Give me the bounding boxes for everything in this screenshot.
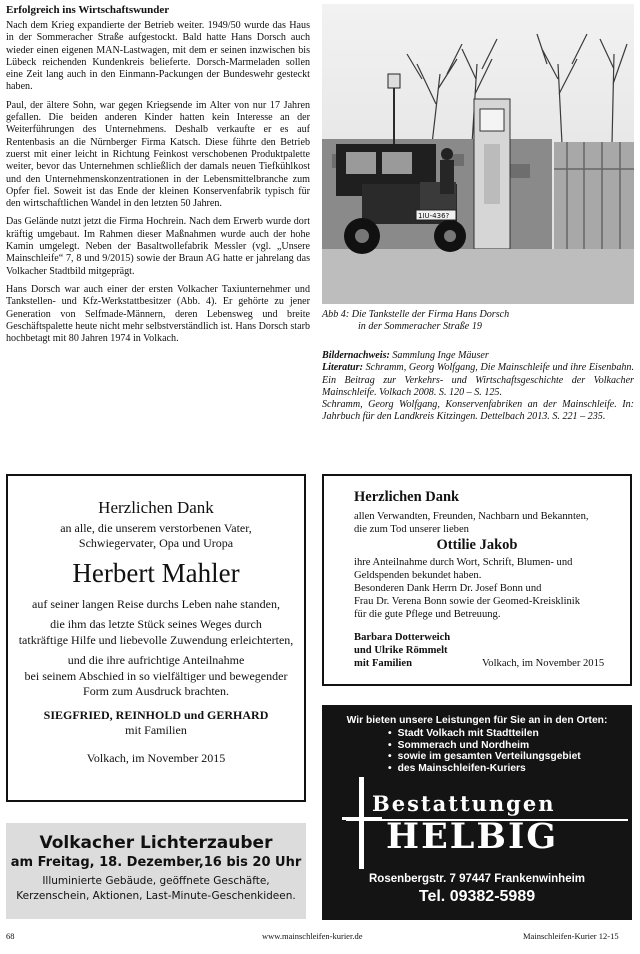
list-item: • sowie im gesamten Verteilungsgebiet — [388, 751, 632, 763]
article-column — [6, 4, 310, 351]
image-credits — [322, 350, 634, 362]
signature-line: Barbara Dotterweich — [354, 632, 451, 643]
event-title: Volkacher Lichterzauber — [39, 833, 273, 853]
ad-intro: Wir bieten unsere Leistungen für Sie an in den Orten: — [346, 715, 608, 726]
gas-station-photo-image — [322, 4, 634, 304]
gas-station-photo — [322, 4, 634, 304]
event-desc: Kerzenschein, Aktionen, Last-Minute-Geschenkideen. — [16, 890, 296, 902]
image-credits-label: Bildernachweis: — [322, 350, 390, 361]
ad-line: ihre Anteilnahme durch Wort, Schrift, Blumen- und — [354, 557, 573, 568]
page-number: 68 — [6, 931, 15, 941]
footer-issue: Mainschleifen-Kurier 12-15 — [523, 931, 619, 941]
image-credits-text: Sammlung Inge Mäuser — [389, 350, 489, 361]
ad-line: Schwiegervater, Opa und Uropa — [78, 536, 234, 550]
list-item: • Sommerach und Nordheim — [388, 740, 632, 752]
ad-line: und die ihre aufrichtige Anteilnahme — [67, 653, 245, 667]
literature-2: Schramm, Georg Wolfgang, Konservenfabriken an der Mainschleife. In: Jahrbuch für den Landkreis Kitzingen. Dettelbach 2013. S. 221 – 235. — [322, 399, 634, 423]
event-date: am Freitag, 18. Dezember,16 bis 20 Uhr — [10, 855, 302, 870]
license-plate: 1IU-436? — [418, 212, 450, 220]
list-item: • des Mainschleifen-Kuriers — [388, 763, 632, 775]
article-heading: Erfolgreich ins Wirtschaftswunder — [6, 4, 170, 16]
deceased-name: Herbert Mahler — [72, 557, 240, 588]
literature-text: Schramm, Georg Wolfgang, Die Mainschleife und ihre Eisenbahn. Ein Beitrag zur Verkehrs- und Wirtschaftsgeschichte der Volkacher Mainschleife. Volkach 2008. S. 120 – S. 125. — [322, 362, 634, 398]
phone: Tel. 09382-5989 — [418, 888, 536, 905]
literature — [322, 362, 634, 399]
article-paragraph: Nach dem Krieg expandierte der Betrieb weiter. 1949/50 wurde das Haus in der Sommeracher Straße aufgestockt. Bald hatte Hans Dorsch auch wieder einen eigenen MAN-Lastwagen, mit dem er seinen inzwischen bis Lübeck reichenden Kundenkreis belieferte. Dorsch-Marmeladen sollen eine Zeit lang auch in den Einmann-Packungen der Bundeswehr gesteckt haben. — [6, 20, 310, 93]
ad-line: Form zum Ausdruck brachten. — [83, 684, 229, 698]
ad-line: Frau Dr. Verena Bonn sowie der Geomed-Kreisklinik — [354, 596, 581, 607]
article-paragraph: Paul, der ältere Sohn, war gegen Kriegsende im Alter von nur 17 Jahren gefallen. Die beiden anderen Kinder hatten kein Interesse an der Weiterführungen des Unternehmens. Deshalb verkaufte er es auf Rentenbasis an die Nürnberger Firma Katsch. Diese führte den Betrieb zuerst mit einer leicht in Richtung Feinkost verschobenen Produktpalette weiter, bevor das Unternehmen schließlich der damals neuen Tiefkühlkost und den Unternehmenskonzentrationen in der Lebensmittelbranche zum Opfer fiel. Soweit ist das Ende der kleinen Konservenfabrik typisch für den wirtschaftlichen Wandel in den letzten 50 Jahren. — [6, 99, 310, 210]
article-paragraph: Hans Dorsch war auch einer der ersten Volkacher Taxiunternehmer und Tankstellen- und Kfz-Werkstattbesitzer (Abb. 4). Er gehörte zu jener Generation von Selfmade-Männern, deren Lebensweg und breite Geschäftspalette heute nicht mehr selbstverständlich ist. Hans Dorsch starb hochbetagt mit 80 Jahren 1974 in Volkach. — [6, 283, 310, 345]
brand-line-1: Bestattungen — [372, 791, 556, 816]
ad-line: Geldspenden bekundet haben. — [354, 570, 482, 581]
signature-line: mit Familien — [354, 658, 412, 669]
brand-line-2: HELBIG — [386, 816, 559, 857]
ad-line: Besonderen Dank Herrn Dr. Josef Bonn und — [354, 583, 542, 594]
credits — [322, 350, 634, 424]
deceased-name: Ottilie Jakob — [436, 537, 518, 553]
list-item: • Stadt Volkach mit Stadtteilen — [388, 728, 632, 740]
family-signature: SIEGFRIED, REINHOLD und GERHARD — [43, 707, 269, 722]
thank-you-ad-mahler — [6, 474, 306, 802]
funeral-home-ad — [322, 705, 632, 920]
ad-line: die ihm das letzte Stück seines Weges durch — [50, 617, 262, 631]
thank-you-ad-jakob — [322, 474, 632, 686]
ad-line: bei seinem Abschied in so vielfältiger und bewegender — [24, 668, 288, 683]
signature-line: und Ulrike Römmelt — [354, 645, 448, 656]
literature-label: Literatur: — [322, 362, 363, 374]
address: Rosenbergstr. 7 97447 Frankenwinheim — [368, 873, 586, 885]
signature-block — [354, 631, 630, 670]
ad-line: die zum Tod unserer lieben — [354, 524, 469, 535]
caption-line: in der Sommeracher Straße 19 — [358, 321, 482, 333]
ad-line: tatkräftige Hilfe und liebevolle Zuwendung erleichterten, — [18, 632, 294, 647]
ad-line: auf seiner langen Reise durchs Leben nahe standen, — [32, 596, 280, 611]
family-signature-sub: mit Familien — [125, 723, 187, 737]
ad-title: Herzlichen Dank — [98, 498, 214, 517]
ad-date: Volkach, im November 2015 — [86, 750, 226, 765]
caption-line: Abb 4: Die Tankstelle der Firma Hans Dorsch — [322, 309, 510, 320]
ad-date: Volkach, im November 2015 — [482, 658, 605, 669]
ad-line: allen Verwandten, Freunden, Nachbarn und Bekannten, — [354, 511, 589, 522]
ad-line: an alle, die unserem verstorbenen Vater, — [60, 520, 252, 535]
event-ad — [6, 823, 306, 919]
footer-url[interactable]: www.mainschleifen-kurier.de — [262, 931, 363, 941]
ad-line: für die gute Pflege und Betreuung. — [354, 609, 501, 620]
event-desc: Illuminierte Gebäude, geöffnete Geschäfte, — [42, 875, 270, 887]
service-area-list — [388, 728, 632, 774]
signature-row — [354, 657, 630, 670]
article-paragraph: Das Gelände nutzt jetzt die Firma Hochrein. Nach dem Erwerb wurde dort kräftig umgebaut. Im Rahmen dieser Maßnahmen wurde auch der hohe Kamin umgelegt. Neben der Basaltwollefabrik Messler (vgl. „Unsere Mainschleife“ 7, 8 und 9/2015) sowie der Braun AG hatte er jahrelang das Volkacher Stadtbild mitgeprägt. — [6, 216, 310, 277]
photo-caption — [322, 309, 634, 334]
ad-title: Herzlichen Dank — [354, 489, 460, 505]
